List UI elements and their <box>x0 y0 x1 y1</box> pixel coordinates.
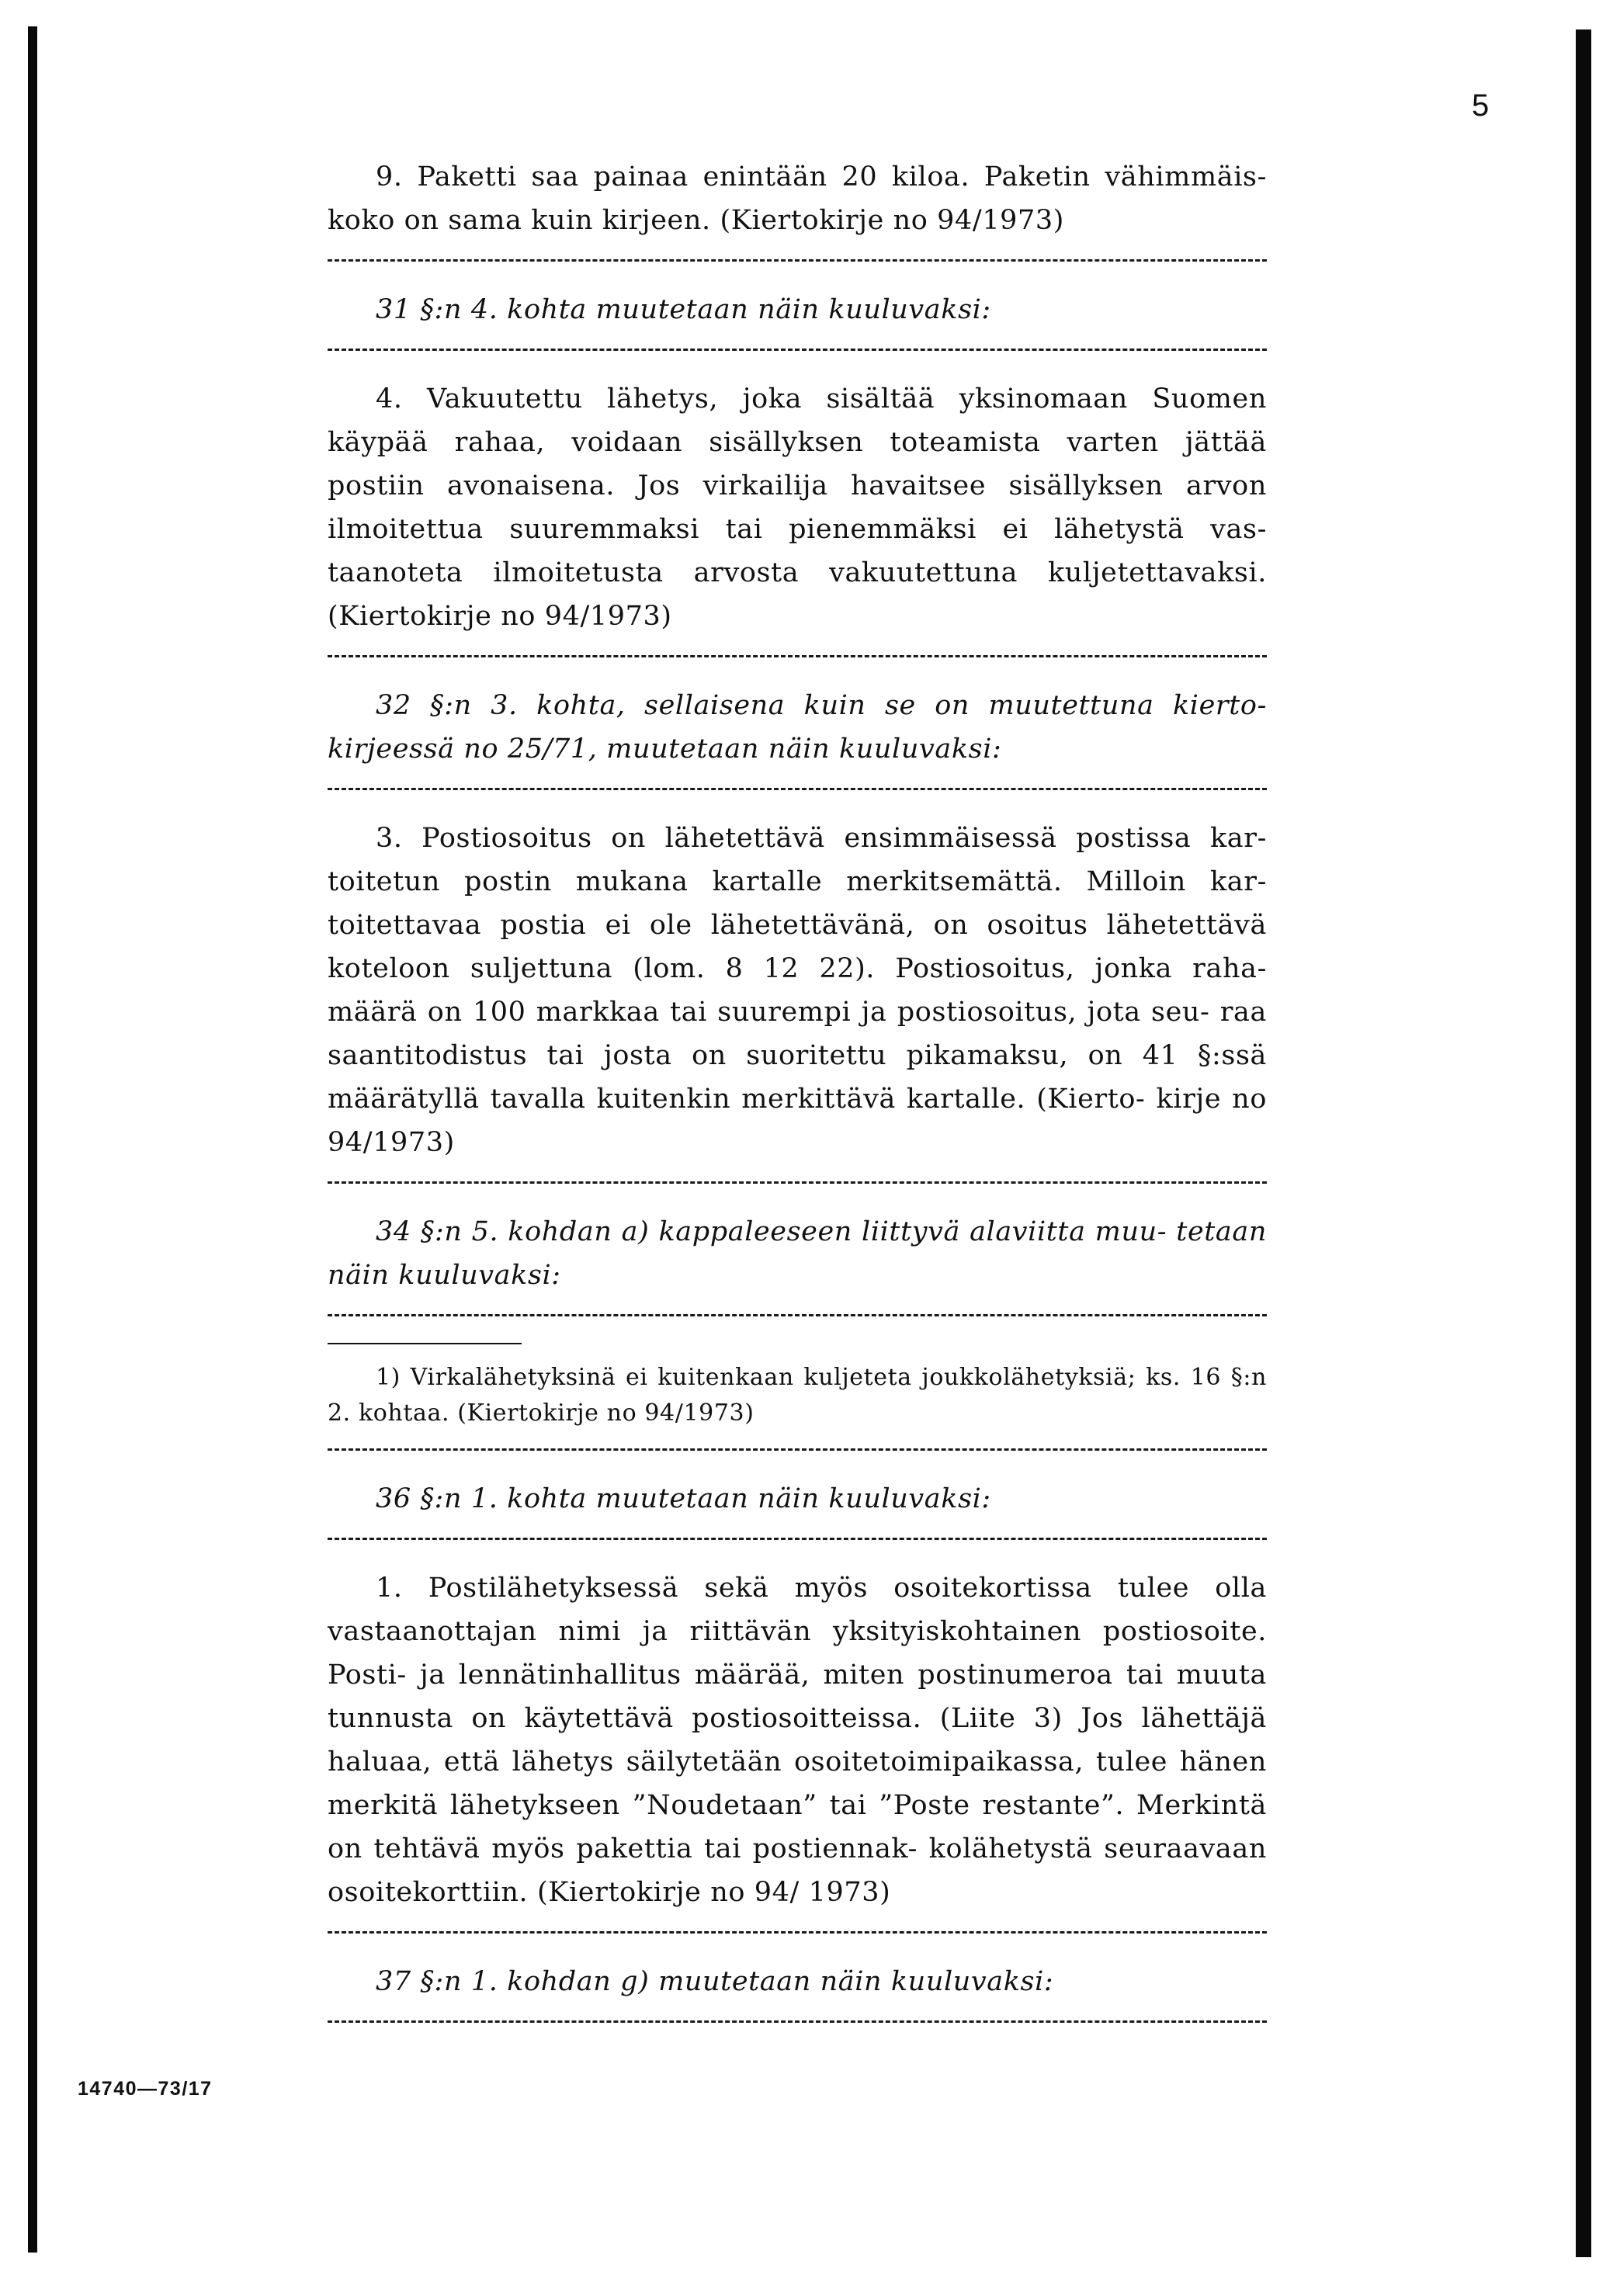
ellipsis-divider <box>328 1931 1267 1934</box>
amendment-heading-31: 31 §:n 4. kohta muutetaan näin kuuluvaksi: <box>376 294 991 325</box>
scan-edge-left <box>28 26 37 2253</box>
scan-edge-right <box>1576 29 1591 2257</box>
ellipsis-divider <box>328 655 1267 657</box>
print-stamp: 14740—73/17 <box>78 2078 213 2100</box>
section-3-text: 3. Postiosoitus on lähetettävä ensimmäisessä postissa kar- toitetun postin mukana kartalle merkitsemättä. Milloin kar- toitettavaa postia ei ole lähetettävänä, on osoitus lähetettävä koteloon suljettuna (lom. 8 12 22). Postiosoitus, jonka raha- määrä on 100 markkaa tai suurempi ja postiosoitus, jota seu- raa saantitodistus tai josta on suoritettu pikamaksu, on 41 §:ssä määrätyllä tavalla kuitenkin merkittävä kartalle. (Kierto- kirje no 94/1973) <box>328 823 1267 1158</box>
section-1-text: 1. Postilähetyksessä sekä myös osoitekortissa tulee olla vastaanottajan nimi ja riittävän yksityiskohtainen postiosoite. Posti- ja lennätinhallitus määrää, miten postinumeroa tai muuta tunnusta on käytettävä postiosoitteissa. (Liite 3) Jos lähettäjä haluaa, että lähetys säilytetään osoitetoimipaikassa, tulee hänen merkitä lähetykseen ”Noudetaan” tai ”Poste restante”. Merkintä on tehtävä myös pakettia tai postiennak- kolähetystä seuraavaan osoitekorttiin. (Kiertokirje no 94/ 1973) <box>328 1573 1267 1908</box>
ellipsis-divider <box>328 1181 1267 1184</box>
document-body <box>328 155 1267 2049</box>
ellipsis-divider <box>328 1448 1267 1451</box>
ellipsis-divider <box>328 1314 1267 1316</box>
ellipsis-divider <box>328 2020 1267 2023</box>
footnote-text: 1) Virkalähetyksinä ei kuitenkaan kuljeteta joukkolähetyksiä; ks. 16 §:n 2. kohtaa. (Kiertokirje no 94/1973) <box>328 1364 1267 1427</box>
ellipsis-divider <box>328 349 1267 351</box>
ellipsis-divider <box>328 1538 1267 1540</box>
ellipsis-divider <box>328 788 1267 790</box>
amendment-heading-36: 36 §:n 1. kohta muutetaan näin kuuluvaksi: <box>376 1483 991 1514</box>
page-number: 5 <box>1472 88 1490 123</box>
amendment-heading-37: 37 §:n 1. kohdan g) muutetaan näin kuuluvaksi: <box>376 1966 1054 1997</box>
section-9-text: 9. Paketti saa painaa enintään 20 kiloa. Paketin vähimmäis- koko on sama kuin kirjeen. (Kiertokirje no 94/1973) <box>328 161 1267 236</box>
footnote-rule <box>328 1343 522 1344</box>
amendment-heading-32: 32 §:n 3. kohta, sellaisena kuin se on muutettuna kierto- kirjeessä no 25/71, muutetaan näin kuuluvaksi: <box>328 690 1267 765</box>
section-4-text: 4. Vakuutettu lähetys, joka sisältää yksinomaan Suomen käypää rahaa, voidaan sisällyksen toteamista varten jättää postiin avonaisena. Jos virkailija havaitsee sisällyksen arvon ilmoitettua suuremmaksi tai pienemmäksi ei lähetystä vas- taanoteta ilmoitetusta arvosta vakuutettuna kuljetettavaksi. (Kiertokirje no 94/1973) <box>328 383 1267 632</box>
ellipsis-divider <box>328 259 1267 262</box>
amendment-heading-34: 34 §:n 5. kohdan a) kappaleeseen liittyvä alaviitta muu- tetaan näin kuuluvaksi: <box>328 1216 1267 1291</box>
